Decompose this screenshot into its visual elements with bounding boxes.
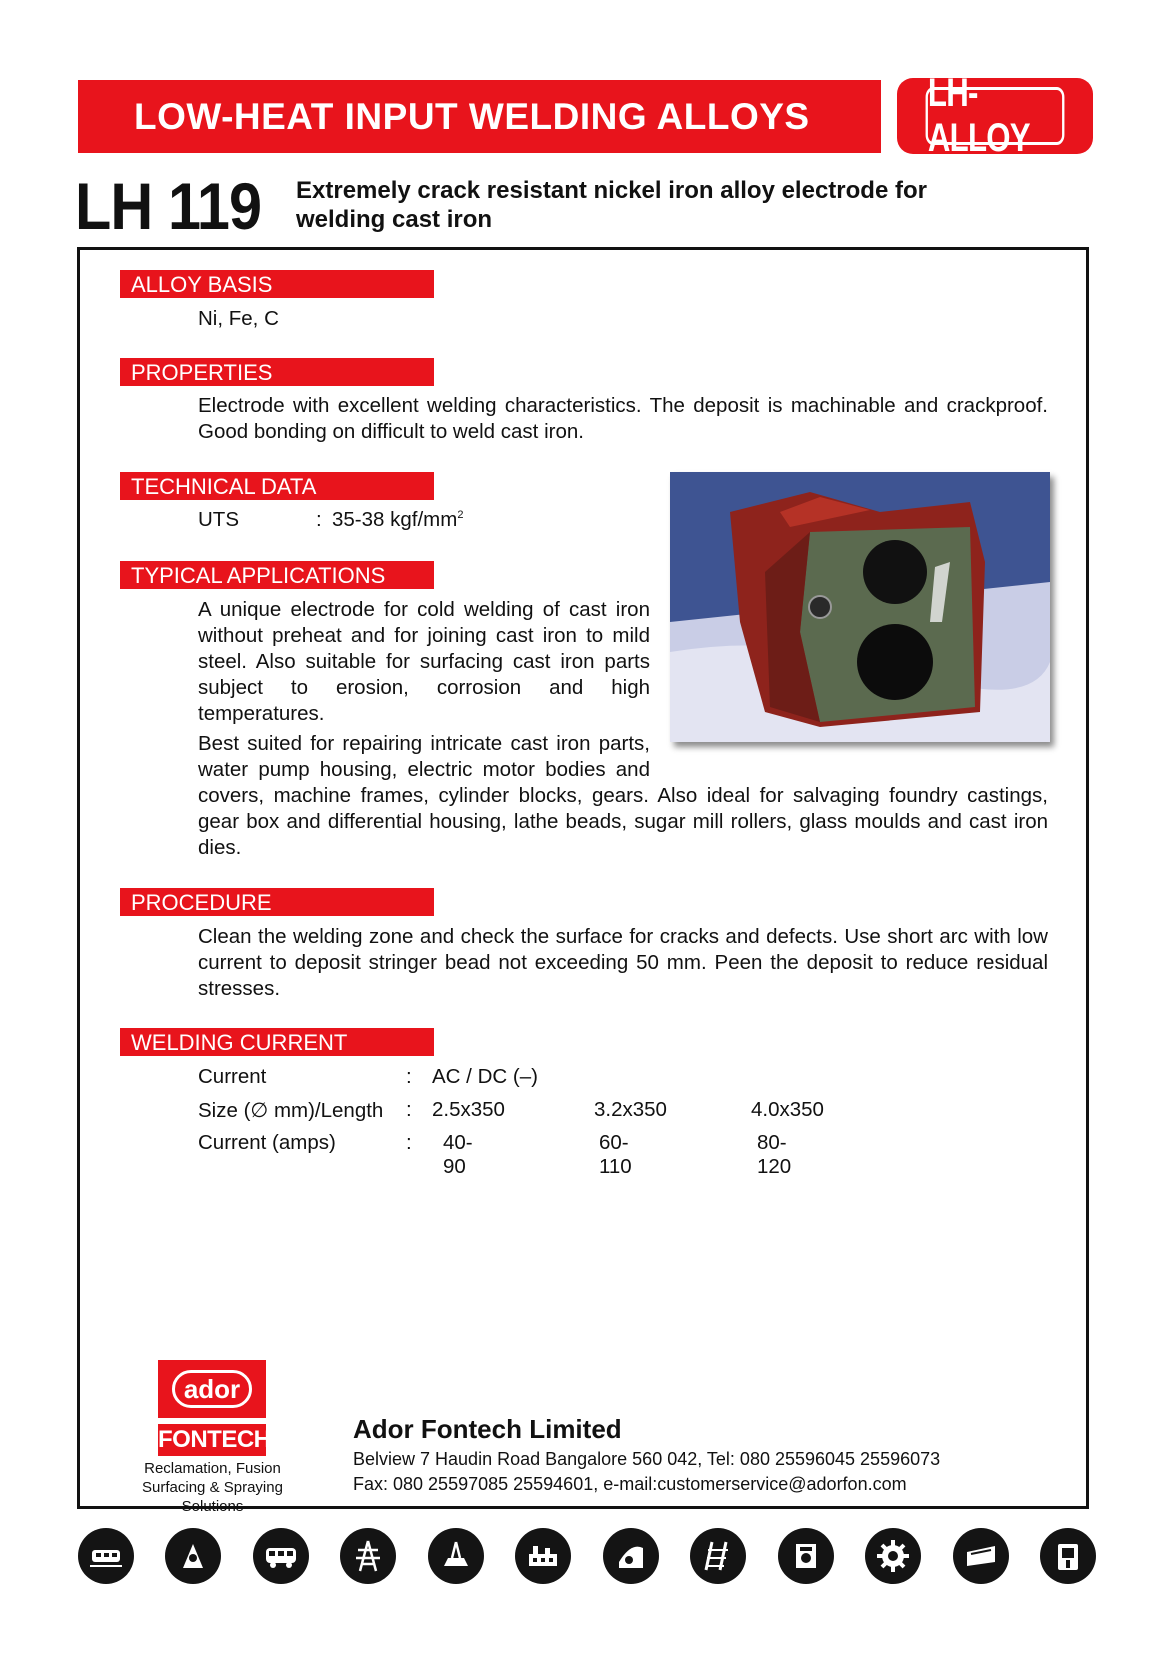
train-icon [78,1528,134,1584]
header-banner [78,80,881,153]
product-code: LH 119 [75,169,262,243]
applications-para-1: A unique electrode for cold welding of cast iron without preheat and for joining cast iron to mild steel. Also suitable for surfacing cast iron parts subject to erosion, corrosion and high temperatures. [198,598,650,725]
section-heading-properties: PROPERTIES [120,358,434,386]
procedure-text: Clean the welding zone and check the surface for cracks and defects. Use short arc with low current to deposit stringer bead not exceeding 50 mm. Peen the deposit to reduce residual stresses. [198,925,1048,1000]
glass-icon [1040,1528,1096,1584]
row-sep: : [406,1065,412,1088]
uts-value [332,508,463,532]
row-value: 40-90 [443,1131,473,1178]
row-value: 80-120 [757,1131,792,1178]
row-label: Current [198,1065,267,1088]
product-subtitle: Extremely crack resistant nickel iron alloy electrode for welding cast iron [296,177,927,233]
current-row-amps [198,1131,792,1178]
factory-icon [515,1528,571,1584]
current-row-type [198,1065,538,1089]
company-address: Belview 7 Haudin Road Bangalore 560 042, Tel: 080 25596045 25596073 [353,1449,941,1469]
paper-mill-icon [603,1528,659,1584]
power-tower-icon [340,1528,396,1584]
tagline-line-2: Surfacing & Spraying Solutions [142,1479,283,1515]
section-heading-alloy-basis: ALLOY BASIS [120,270,434,298]
ador-fontech-logo [158,1360,271,1458]
gearbox-casting-illustration [670,472,1050,742]
row-label: Size (∅ mm)/Length [198,1099,384,1122]
properties-text: Electrode with excellent welding characteristics. The deposit is machinable and crackproof. Good bonding on difficult to weld cast iron. [198,394,1048,443]
product-photo-gearbox-casting [670,472,1050,742]
oil-rig-icon [428,1528,484,1584]
row-value: 2.5x350 [432,1098,505,1121]
row-label: Current (amps) [198,1131,336,1154]
ador-logo-text: ador [172,1370,252,1408]
cement-icon [953,1528,1009,1584]
uts-label: UTS [198,508,239,531]
ador-logo-top [158,1360,266,1418]
applications-para-2 [198,731,1048,861]
company-name: Ador Fontech Limited [353,1414,622,1444]
mining-icon [165,1528,221,1584]
section-heading-procedure: PROCEDURE [120,888,434,916]
row-value: 3.2x350 [594,1098,667,1121]
company-contact: Fax: 080 25597085 25594601, e-mail:customerservice@adorfon.com [353,1474,907,1494]
alloy-basis-text: Ni, Fe, C [198,307,279,330]
uts-row [198,508,464,532]
section-heading-welding-current: WELDING CURRENT [120,1028,434,1056]
rail-track-icon [690,1528,746,1584]
fontech-logo-text: FONTECH [158,1424,266,1456]
uts-value-number: 35-38 kgf/mm [332,508,458,531]
row-sep: : [406,1098,412,1121]
gear-icon [865,1528,921,1584]
uts-separator: : [316,508,322,531]
tagline-line-1: Reclamation, Fusion [144,1460,281,1477]
row-value: AC / DC (–) [432,1065,538,1088]
row-value: 60-110 [599,1131,632,1178]
uts-value-sup: 2 [457,509,464,522]
bus-icon [253,1528,309,1584]
row-sep: : [406,1131,412,1154]
banner-title: LOW-HEAT INPUT WELDING ALLOYS [134,95,810,137]
section-heading-technical-data: TECHNICAL DATA [120,472,434,500]
sugar-mill-icon [778,1528,834,1584]
lh-alloy-logo [897,71,1093,160]
row-value: 4.0x350 [751,1098,824,1121]
industry-icons-row [78,1528,1090,1588]
current-row-size [198,1098,824,1123]
applications-para-2-text: Best suited for repairing intricate cast iron parts, water pump housing, electric motor bodies and covers, machine frames, cylinder blocks, gears. Also ideal for salvaging foundry castings, gear box and differential housing, lathe beads, sugar mill rollers, glass moulds and cast iron dies. [198,732,1048,859]
lh-alloy-logo-text: LH-ALLOY [926,87,1065,145]
section-heading-typical-applications: TYPICAL APPLICATIONS [120,561,434,589]
